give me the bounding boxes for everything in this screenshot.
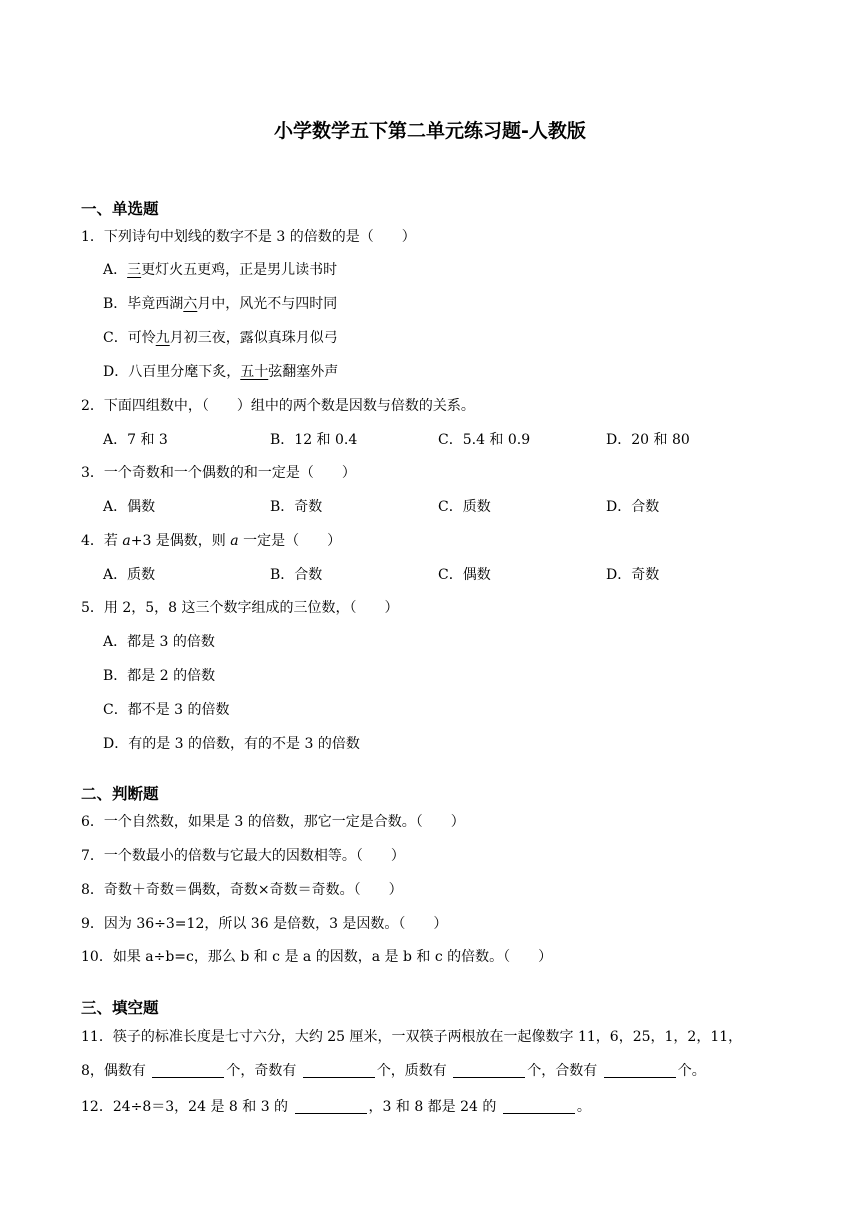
section-heading-fill-blank: 三、填空题: [81, 999, 159, 1017]
question-9: 9．因为 36÷3=12，所以 36 是倍数，3 是因数。（ ）: [81, 916, 448, 932]
question-5-stem: 5．用 2，5，8 这三个数字组成的三位数，（ ）: [81, 600, 399, 616]
question-3-option-b: B．奇数: [270, 499, 323, 515]
question-1-option-d: [103, 361, 338, 381]
question-5-option-c: C．都不是 3 的倍数: [103, 702, 230, 718]
underlined-number: 六: [183, 296, 198, 312]
stem-text: 一定是（ ）: [238, 533, 342, 549]
option-text: 月中，风光不与四时同: [197, 296, 338, 312]
option-prefix: C．可怜: [103, 330, 156, 346]
question-11-line-2: [81, 1060, 706, 1080]
question-2-option-b: B．12 和 0.4: [270, 432, 358, 448]
question-5-option-a: A．都是 3 的倍数: [103, 634, 215, 650]
text: 12．24÷8＝3，24 是 8 和 3 的: [81, 1099, 293, 1115]
question-11-line-1: 11．筷子的标准长度是七寸六分，大约 25 厘米，一双筷子两根放在一起像数字 11，6，25，1，2，11，: [81, 1029, 743, 1045]
answer-blank[interactable]: [604, 1063, 676, 1078]
answer-blank[interactable]: [295, 1099, 367, 1114]
text: 8，偶数有: [81, 1063, 151, 1079]
answer-blank[interactable]: [503, 1099, 575, 1114]
answer-blank[interactable]: [303, 1063, 375, 1078]
question-4-stem: [81, 530, 341, 550]
question-8: 8．奇数＋奇数＝偶数，奇数×奇数＝奇数。（ ）: [81, 882, 403, 898]
question-3-option-c: C．质数: [438, 499, 491, 515]
section-heading-single-choice: 一、单选题: [81, 200, 159, 218]
question-3-stem: 3．一个奇数和一个偶数的和一定是（ ）: [81, 465, 356, 481]
underlined-number: 五十: [240, 364, 269, 380]
page-title: 小学数学五下第二单元练习题-人教版: [274, 120, 586, 142]
stem-text: +3 是偶数，则: [130, 533, 231, 549]
question-6: 6．一个自然数，如果是 3 的倍数，那它一定是合数。（ ）: [81, 814, 465, 830]
section-heading-true-false: 二、判断题: [81, 785, 159, 803]
question-10: 10．如果 a÷b=c，那么 b 和 c 是 a 的因数，a 是 b 和 c 的倍数。（ ）: [81, 949, 553, 965]
question-3-option-d: D．合数: [606, 499, 660, 515]
question-5-option-b: B．都是 2 的倍数: [103, 668, 216, 684]
question-2-option-d: D．20 和 80: [606, 432, 690, 448]
text: 。: [576, 1099, 591, 1115]
option-prefix: A．: [103, 262, 128, 278]
text: 个。: [677, 1063, 706, 1079]
option-prefix: D．八百里分麾下炙，: [103, 364, 241, 380]
variable-a: a: [122, 533, 131, 549]
question-2-option-a: A．7 和 3: [103, 432, 168, 448]
text: 个，奇数有: [226, 1063, 301, 1079]
question-3-option-a: A．偶数: [103, 499, 156, 515]
answer-blank[interactable]: [453, 1063, 525, 1078]
question-4-option-c: C．偶数: [438, 567, 491, 583]
question-4-option-d: D．奇数: [606, 567, 660, 583]
question-1-option-c: [103, 327, 338, 347]
question-1-option-b: [103, 293, 337, 313]
option-prefix: B．毕竟西湖: [103, 296, 184, 312]
option-text: 更灯火五更鸡，正是男儿读书时: [141, 262, 338, 278]
option-text: 弦翻塞外声: [268, 364, 339, 380]
question-12: [81, 1096, 591, 1116]
question-4-option-a: A．质数: [103, 567, 156, 583]
question-5-option-d: D．有的是 3 的倍数，有的不是 3 的倍数: [103, 736, 360, 752]
underlined-number: 九: [155, 330, 170, 346]
option-text: 月初三夜，露似真珠月似弓: [169, 330, 338, 346]
question-7: 7．一个数最小的倍数与它最大的因数相等。（ ）: [81, 848, 405, 864]
question-2-option-c: C．5.4 和 0.9: [438, 432, 531, 448]
answer-blank[interactable]: [152, 1063, 224, 1078]
text: 个，合数有: [527, 1063, 602, 1079]
stem-text: 4．若: [81, 533, 123, 549]
underlined-number: 三: [127, 262, 142, 278]
question-2-stem: 2．下面四组数中，（ ）组中的两个数是因数与倍数的关系。: [81, 398, 475, 414]
question-1-option-a: [103, 259, 337, 279]
variable-a: a: [230, 533, 239, 549]
text: 个，质数有: [376, 1063, 452, 1079]
question-1-stem: 1．下列诗句中划线的数字不是 3 的倍数的是（ ）: [81, 229, 416, 245]
text: ，3 和 8 都是 24 的: [368, 1099, 501, 1115]
question-4-option-b: B．合数: [270, 567, 323, 583]
